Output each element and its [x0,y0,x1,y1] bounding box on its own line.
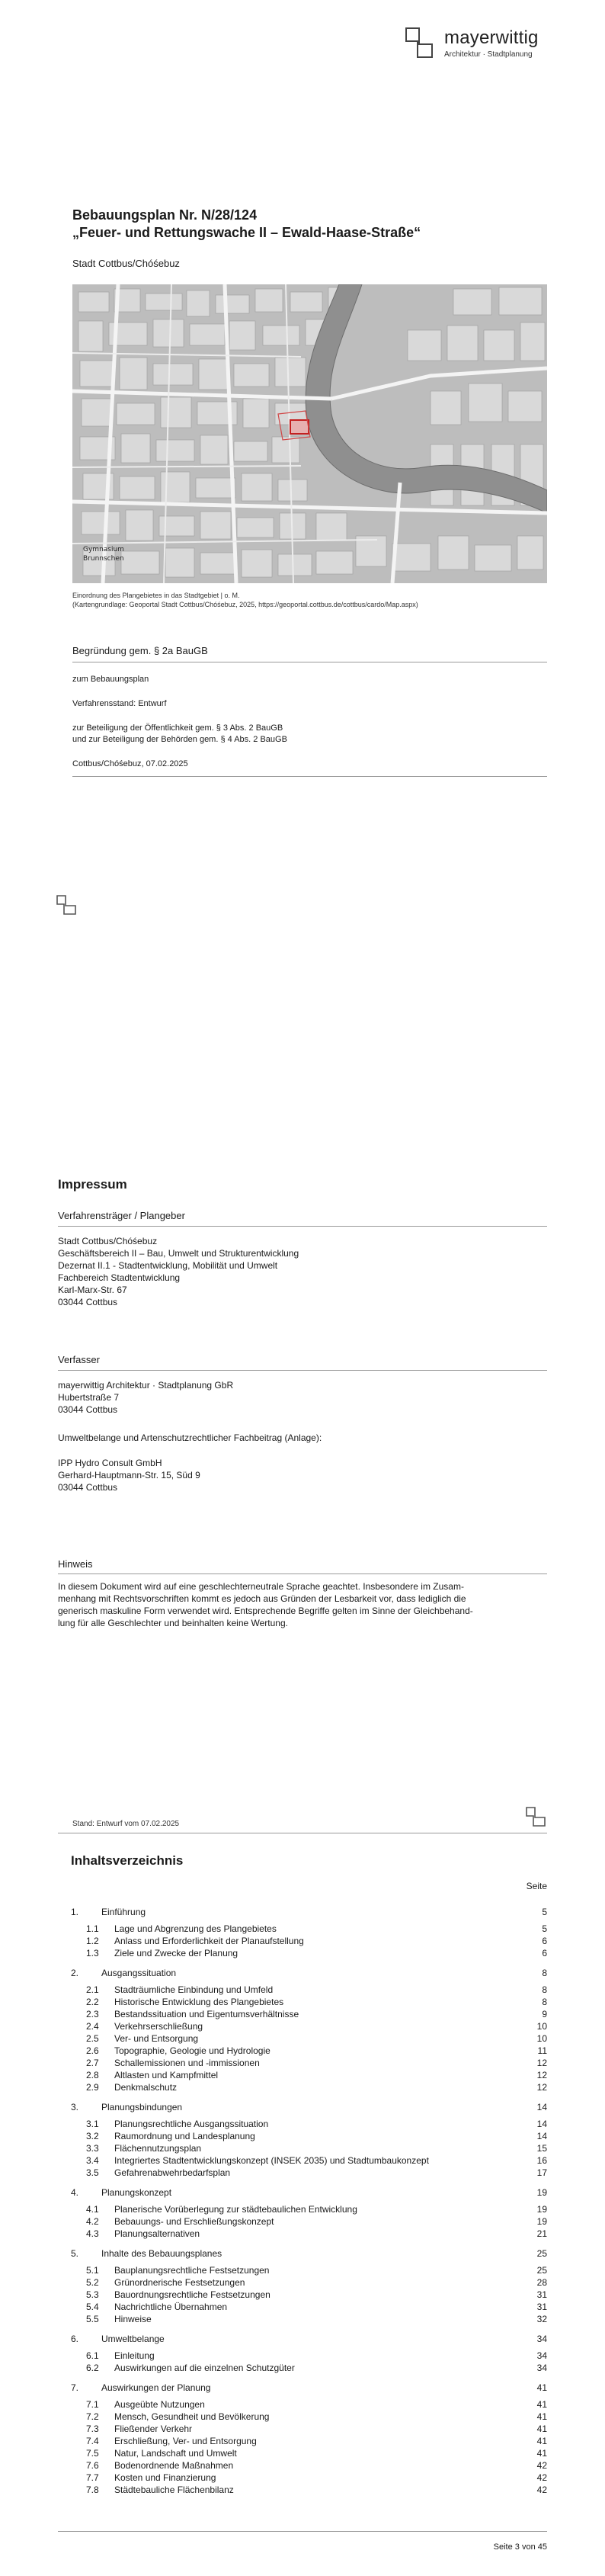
toc-chapter-row[interactable] [0,1906,605,1918]
toc-entry-page: 11 [537,2045,547,2056]
toc-entry-title: Bauplanungsrechtliche Festsetzungen [114,2265,270,2276]
toc-entry-title: Planungsrechtliche Ausgangssituation [114,2119,269,2129]
toc-entry-title: Bebauungs- und Erschließungskonzept [114,2216,274,2227]
toc-section-row[interactable] [0,2264,605,2276]
toc-section-row[interactable] [0,2203,605,2215]
toc-entry-title: Mensch, Gesundheit und Bevölkerung [114,2411,270,2422]
toc-entry-title: Ausgangssituation [101,1968,177,1978]
toc-entry-page: 21 [536,2228,547,2239]
author-line: mayerwittig Architektur · Stadtplanung GbR [58,1380,234,1391]
toc-entry-title: Schallemissionen und -immissionen [114,2058,260,2068]
toc-entry-title: Raumordnung und Landesplanung [114,2131,255,2141]
toc-entry-title: Anlass und Erforderlichkeit der Planaufstellung [114,1936,304,1946]
toc-section-row[interactable] [0,2215,605,2228]
toc-entry-title: Flächennutzungsplan [114,2143,202,2154]
author-heading: Verfasser [58,1354,100,1365]
toc-section-row[interactable] [0,2313,605,2325]
toc-section-row[interactable] [0,2472,605,2484]
toc-entry-page: 5 [542,1907,547,1917]
toc-section-row[interactable] [0,2057,605,2069]
toc-page-column-label: Seite [526,1881,547,1891]
toc-entry-page: 6 [542,1948,547,1958]
toc-section-row[interactable] [0,2276,605,2289]
toc-entry-page: 10 [536,2021,547,2032]
toc-section-row[interactable] [0,1923,605,1935]
hint-block [58,1580,473,1629]
toc-entry-number: 2.6 [86,2045,99,2056]
hint-heading: Hinweis [58,1558,93,1570]
env-heading-line: Umweltbelange und Artenschutzrechtlicher Fachbeitrag (Anlage): [58,1432,322,1443]
toc-section-row[interactable] [0,2081,605,2093]
toc-entry-number: 5.1 [86,2265,99,2276]
toc-entry-page: 42 [536,2460,547,2471]
toc-entry-number: 3.1 [86,2119,99,2129]
toc-entry-title: Bauordnungsrechtliche Festsetzungen [114,2289,270,2300]
toc-entry-title: Einführung [101,1907,146,1917]
cover-status-line: Verfahrensstand: Entwurf [72,699,167,708]
toc-chapter-row[interactable] [0,2333,605,2345]
toc-entry-number: 1.2 [86,1936,99,1946]
carrier-line: Stadt Cottbus/Chóśebuz [58,1236,158,1246]
toc-entry-page: 41 [536,2448,547,2459]
toc-entry-title: Lage und Abgrenzung des Plangebietes [114,1923,277,1934]
toc-section-row[interactable] [0,2289,605,2301]
hint-line: generisch maskuline Form verwendet wird. Entsprechende Begriffe gelten im Sinne der Gleichbehand- [58,1606,473,1616]
toc-section-row[interactable] [0,2032,605,2045]
toc-entry-number: 2.7 [86,2058,99,2068]
toc-entry-page: 17 [536,2167,547,2178]
toc-entry-page: 14 [536,2131,547,2141]
toc-section-row[interactable] [0,2362,605,2374]
cover-date-line: Cottbus/Chóśebuz, 07.02.2025 [72,759,188,768]
toc-entry-page: 31 [536,2289,547,2300]
env-line: IPP Hydro Consult GmbH [58,1458,162,1468]
toc-chapter-row[interactable] [0,2101,605,2113]
toc-section-row[interactable] [0,2447,605,2459]
toc-section-row[interactable] [0,1947,605,1959]
toc-entry-page: 19 [536,2216,547,2227]
toc-entry-page: 32 [536,2314,547,2324]
carrier-block [58,1235,299,1308]
toc-entry-page: 42 [536,2485,547,2495]
hint-line: lung für alle Geschlechter und beinhalten keine Wertung. [58,1618,288,1628]
toc-entry-page: 12 [536,2058,547,2068]
toc-entry-page: 19 [536,2187,547,2198]
toc-entry-page: 12 [536,2082,547,2093]
author-line: Hubertstraße 7 [58,1392,120,1403]
toc-entry-number: 2.4 [86,2021,99,2032]
env-block [58,1457,200,1493]
toc-entry-title: Erschließung, Ver- und Entsorgung [114,2436,257,2446]
toc-entry-number: 2.3 [86,2009,99,2019]
toc-entry-title: Ausgeübte Nutzungen [114,2399,205,2410]
toc-entry-number: 5.4 [86,2302,99,2312]
toc-entry-title: Bestandssituation und Eigentumsverhältnisse [114,2009,299,2019]
toc-entry-number: 4.2 [86,2216,99,2227]
toc-entry-title: Denkmalschutz [114,2082,178,2093]
divider [72,776,547,777]
toc-entry-page: 41 [536,2424,547,2434]
toc-section-row[interactable] [0,2423,605,2435]
toc-entry-number: 5.5 [86,2314,99,2324]
toc-entry-page: 41 [536,2382,547,2393]
toc-entry-title: Natur, Landschaft und Umwelt [114,2448,237,2459]
toc-entry-title: Planerische Vorüberlegung zur städtebaulichen Entwicklung [114,2204,357,2215]
toc-entry-page: 28 [536,2277,547,2288]
toc-section-row[interactable] [0,2008,605,2020]
toc-entry-page: 34 [536,2363,547,2373]
map-label-brunnschen: Brunnschen [83,555,124,563]
toc-entry-number: 2.5 [86,2033,99,2044]
toc-entry-number: 1.1 [86,1923,99,1934]
toc-entry-page: 10 [536,2033,547,2044]
toc-entry-title: Verkehrserschließung [114,2021,203,2032]
toc-entry-title: Kosten und Finanzierung [114,2472,216,2483]
toc-entry-title: Altlasten und Kampfmittel [114,2070,219,2080]
carrier-line: Fachbereich Stadtentwicklung [58,1272,181,1283]
divider [58,1370,547,1371]
toc-entry-number: 7.4 [86,2436,99,2446]
toc-section-row[interactable] [0,2411,605,2423]
toc-entry-number: 2.8 [86,2070,99,2080]
toc-section-row[interactable] [0,1996,605,2008]
divider [58,2531,547,2532]
toc-entry-title: Städtebauliche Flächenbilanz [114,2485,234,2495]
toc-entry-number: 6.2 [86,2363,99,2373]
carrier-line: Karl-Marx-Str. 67 [58,1285,127,1295]
toc-entry-page: 16 [536,2155,547,2166]
toc-heading: Inhaltsverzeichnis [71,1853,184,1868]
logo-subtitle: Architektur · Stadtplanung [444,50,533,59]
toc-section-row[interactable] [0,2435,605,2447]
toc-section-row[interactable] [0,2045,605,2057]
toc-entry-number: 2.1 [86,1984,99,1995]
toc-entry-title: Planungsbindungen [101,2102,183,2112]
toc-entry-page: 12 [536,2070,547,2080]
document-title-line1: Bebauungsplan Nr. N/28/124 [72,207,258,223]
toc-section-row[interactable] [0,2154,605,2167]
toc-entry-page: 8 [542,1997,547,2007]
toc-entry-page: 41 [536,2411,547,2422]
toc-section-row[interactable] [0,1935,605,1947]
page-footer: Seite 3 von 45 [493,2542,547,2552]
env-line: Gerhard-Hauptmann-Str. 15, Süd 9 [58,1470,200,1480]
toc-entry-page: 14 [536,2102,547,2112]
toc-entry-number: 7.5 [86,2448,99,2459]
toc-entry-number: 3. [71,2102,79,2112]
toc-section-row[interactable] [0,2459,605,2472]
cover-participation-line1: zur Beteiligung der Öffentlichkeit gem. § 3 Abs. 2 BauGB [72,723,283,733]
carrier-line: Geschäftsbereich II – Bau, Umwelt und Strukturentwicklung [58,1248,299,1259]
page-logo-icon [55,893,78,916]
toc-entry-page: 19 [536,2204,547,2215]
toc-entry-number: 3.3 [86,2143,99,2154]
map-caption-line2: (Kartengrundlage: Geoportal Stadt Cottbus/Chóśebuz, 2025, https://geoportal.cottbus.de/cottbus/cardo/Map.aspx) [72,601,418,608]
toc-section-row[interactable] [0,2350,605,2362]
toc-entry-page: 15 [536,2143,547,2154]
toc-section-row[interactable] [0,2020,605,2032]
toc-section-row[interactable] [0,2069,605,2081]
toc-entry-number: 7.3 [86,2424,99,2434]
toc-entry-title: Bodenordnende Maßnahmen [114,2460,234,2471]
toc-entry-title: Stadträumliche Einbindung und Umfeld [114,1984,274,1995]
toc-entry-number: 3.4 [86,2155,99,2166]
toc-chapter-row[interactable] [0,2382,605,2394]
toc-section-row[interactable] [0,1984,605,1996]
toc-entry-title: Grünordnerische Festsetzungen [114,2277,245,2288]
carrier-line: Dezernat II.1 - Stadtentwicklung, Mobilität und Umwelt [58,1260,278,1271]
toc-entry-number: 4.1 [86,2204,99,2215]
impressum-heading: Impressum [58,1177,127,1192]
toc-entry-number: 2. [71,1968,79,1978]
toc-entry-page: 25 [536,2265,547,2276]
toc-entry-page: 25 [536,2248,547,2259]
toc-entry-page: 31 [536,2302,547,2312]
toc-section-row[interactable] [0,2228,605,2240]
map-graphic [72,284,547,583]
toc-entry-title: Planungskonzept [101,2187,172,2198]
toc-section-row[interactable] [0,2118,605,2130]
toc-entry-page: 14 [536,2119,547,2129]
toc-entry-title: Auswirkungen auf die einzelnen Schutzgüter [114,2363,295,2373]
toc-entry-title: Ziele und Zwecke der Planung [114,1948,238,1958]
toc-entry-page: 8 [542,1968,547,1978]
toc-entry-title: Topographie, Geologie und Hydrologie [114,2045,270,2056]
toc-entry-title: Historische Entwicklung des Plangebietes [114,1997,284,2007]
toc-entry-number: 7.1 [86,2399,99,2410]
mayerwittig-logo-mark [404,26,434,59]
toc-entry-page: 9 [542,2009,547,2019]
toc-entry-number: 5. [71,2248,79,2259]
logo-name: mayerwittig [444,27,539,48]
toc-chapter-row[interactable] [0,2186,605,2199]
toc-entry-page: 8 [542,1984,547,1995]
location-map [72,284,547,583]
toc-entry-number: 7.2 [86,2411,99,2422]
carrier-line: 03044 Cottbus [58,1297,118,1307]
toc-entry-number: 5.3 [86,2289,99,2300]
toc-entry-title: Gefahrenabwehrbedarfsplan [114,2167,231,2178]
toc-entry-title: Hinweise [114,2314,152,2324]
toc-entry-number: 2.2 [86,1997,99,2007]
toc-entry-number: 7.8 [86,2485,99,2495]
divider [58,1226,547,1227]
toc-entry-title: Inhalte des Bebauungsplanes [101,2248,222,2259]
toc-status-line: Stand: Entwurf vom 07.02.2025 [72,1820,180,1828]
toc-entry-page: 5 [542,1923,547,1934]
cover-plan-line: zum Bebauungsplan [72,675,149,684]
toc-entry-number: 6. [71,2334,79,2344]
toc-entry-page: 34 [536,2350,547,2361]
city-name: Stadt Cottbus/Chóśebuz [72,258,180,269]
toc-entry-title: Nachrichtliche Übernahmen [114,2302,228,2312]
toc-section-row[interactable] [0,2484,605,2496]
hint-line: menhang mit Rechtsvorschriften kommt es jedoch aus Gründen der Lesbarkeit vor, dass lediglich die [58,1593,466,1604]
toc-entry-number: 1. [71,1907,79,1917]
toc-entry-page: 34 [536,2334,547,2344]
toc-entry-number: 1.3 [86,1948,99,1958]
toc-entry-number: 7. [71,2382,79,2393]
toc-entry-title: Fließender Verkehr [114,2424,193,2434]
toc-chapter-row[interactable] [0,2247,605,2260]
toc-entry-title: Ver- und Entsorgung [114,2033,199,2044]
toc-entry-number: 4. [71,2187,79,2198]
toc-entry-title: Planungsalternativen [114,2228,200,2239]
toc-entry-number: 7.6 [86,2460,99,2471]
toc-entry-title: Integriertes Stadtentwicklungskonzept (INSEK 2035) und Stadtumbaukonzept [114,2155,429,2166]
toc-entry-number: 2.9 [86,2082,99,2093]
author-block [58,1379,233,1416]
toc-section-row[interactable] [0,2142,605,2154]
hint-line: In diesem Dokument wird auf eine geschlechterneutrale Sprache geachtet. Insbesondere im Zusam- [58,1581,464,1592]
toc-entry-number: 3.2 [86,2131,99,2141]
toc-entry-page: 41 [536,2436,547,2446]
map-label-gymnasium: Gymnasium [83,546,124,553]
toc-section-row[interactable] [0,2398,605,2411]
toc-entry-number: 6.1 [86,2350,99,2361]
map-caption-line1: Einordnung des Plangebietes in das Stadtgebiet | o. M. [72,592,240,599]
author-line: 03044 Cottbus [58,1404,118,1415]
toc-entry-number: 5.2 [86,2277,99,2288]
toc-section-row[interactable] [0,2130,605,2142]
toc-entry-number: 3.5 [86,2167,99,2178]
toc-entry-page: 42 [536,2472,547,2483]
toc-entry-title: Auswirkungen der Planung [101,2382,211,2393]
document-title-line2: „Feuer- und Rettungswache II – Ewald-Haase-Straße“ [72,225,421,240]
env-line: 03044 Cottbus [58,1482,118,1493]
toc-entry-number: 4.3 [86,2228,99,2239]
toc-entry-title: Einleitung [114,2350,155,2361]
page-logo-icon [524,1805,547,1828]
toc-entry-number: 7.7 [86,2472,99,2483]
toc-entry-title: Umweltbelange [101,2334,165,2344]
toc-entry-page: 41 [536,2399,547,2410]
toc-section-row[interactable] [0,2301,605,2313]
carrier-heading: Verfahrensträger / Plangeber [58,1210,185,1221]
section-heading-begruendung: Begründung gem. § 2a BauGB [72,645,208,656]
toc-section-row[interactable] [0,2167,605,2179]
toc-entry-page: 6 [542,1936,547,1946]
toc-chapter-row[interactable] [0,1967,605,1979]
cover-participation-line2: und zur Beteiligung der Behörden gem. § 4 Abs. 2 BauGB [72,735,287,744]
